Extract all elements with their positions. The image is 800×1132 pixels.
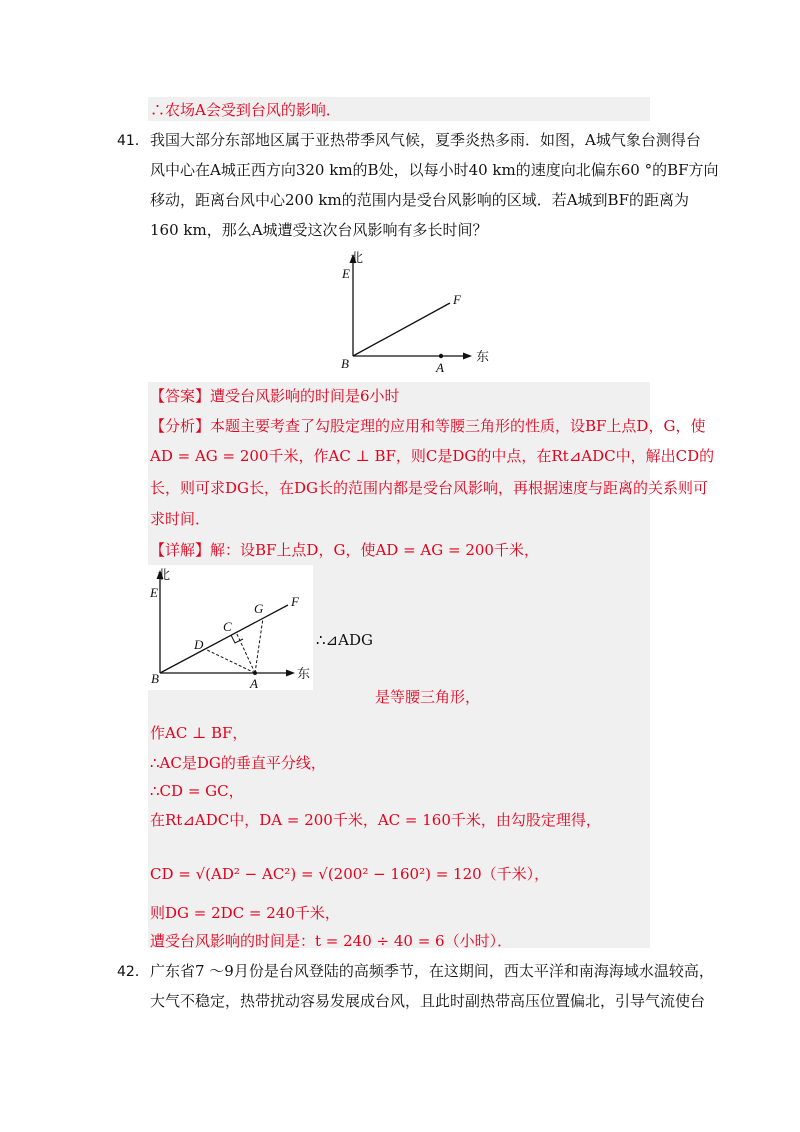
east-arrow-icon: [463, 353, 472, 360]
isosceles-text: 是等腰三角形，: [375, 688, 481, 706]
north-label: 北: [350, 251, 364, 266]
step-3: ∴CD = GC，: [150, 782, 244, 800]
figure-triangle-adg: [148, 565, 313, 690]
q42-line-1: 广东省7 ～9月份是台风登陆的高频季节，在这期间，西太平洋和南海海域水温较高，: [150, 962, 714, 980]
step-2: ∴AC是DG的垂直平分线，: [150, 754, 326, 772]
q41-line-1: 我国大部分东部地区属于亚热带季风气候，夏季炎热多雨．如图，A城气象台测得台: [150, 131, 701, 149]
analysis-line-1: 【分析】本题主要考查了勾股定理的应用和等腰三角形的性质，设BF上点D，G，使: [150, 417, 706, 435]
analysis-line-2: AD = AG = 200千米，作AC ⊥ BF，则C是DG的中点，在Rt⊿ADC中，解出CD的: [150, 447, 715, 465]
analysis-line-3: 长，则可求DG长，在DG长的范围内都是受台风影响，再根据速度与距离的关系则可: [150, 479, 709, 497]
question-number-41: 41．: [117, 133, 149, 149]
label-f: F: [291, 594, 299, 609]
label-f: F: [453, 292, 461, 307]
east-arrow-icon: [286, 670, 295, 677]
label-b: B: [341, 356, 349, 371]
analysis-line-4: 求时间．: [150, 510, 211, 528]
label-b: B: [151, 671, 159, 686]
q41-line-2: 风中心在A城正西方向320 km的B处，以每小时40 km的速度向北偏东60 °的BF方向: [150, 161, 719, 179]
label-g: G: [254, 601, 264, 616]
step-4: 在Rt⊿ADC中，DA = 200千米，AC = 160千米，由勾股定理得，: [150, 811, 601, 829]
question-number-42: 42．: [117, 964, 149, 980]
east-label: 东: [476, 350, 490, 365]
label-a: A: [250, 676, 258, 690]
q42-line-2: 大气不稳定，热带扰动容易发展成台风，且此时副热带高压位置偏北，引导气流使台: [150, 992, 706, 1010]
label-e: E: [342, 266, 350, 281]
label-c: C: [223, 619, 232, 634]
label-d: D: [194, 637, 204, 652]
step-7: 遭受台风影响的时间是：t = 240 ÷ 40 = 6（小时）．: [150, 932, 513, 950]
step-5-formula: CD = √(AD² − AC²) = √(200² − 160²) = 120（千米），: [150, 865, 550, 883]
north-label: 北: [157, 568, 171, 583]
label-a: A: [436, 360, 444, 375]
label-e: E: [150, 585, 158, 600]
point-a-dot: [253, 671, 257, 675]
step-1: 作AC ⊥ BF，: [150, 724, 248, 742]
prev-answer-text: ∴农场A会受到台风的影响．: [150, 101, 341, 119]
figure-typhoon-route: [330, 248, 500, 378]
fig-side-text: ∴⊿ADG: [316, 631, 373, 649]
point-a-dot: [439, 354, 443, 358]
q41-line-3: 移动，距离台风中心200 km的范围内是受台风影响的区域．若A城到BF的距离为: [150, 191, 689, 209]
detail-intro: 【详解】解：设BF上点D，G，使AD = AG = 200千米，: [150, 541, 539, 559]
step-6: 则DG = 2DC = 240千米，: [150, 904, 340, 922]
q41-line-4: 160 km，那么A城遭受这次台风影响有多长时间？: [150, 221, 488, 239]
east-label: 东: [297, 667, 311, 682]
right-angle-mark: [231, 635, 243, 643]
answer-text: 【答案】遭受台风影响的时间是6小时: [150, 387, 400, 405]
